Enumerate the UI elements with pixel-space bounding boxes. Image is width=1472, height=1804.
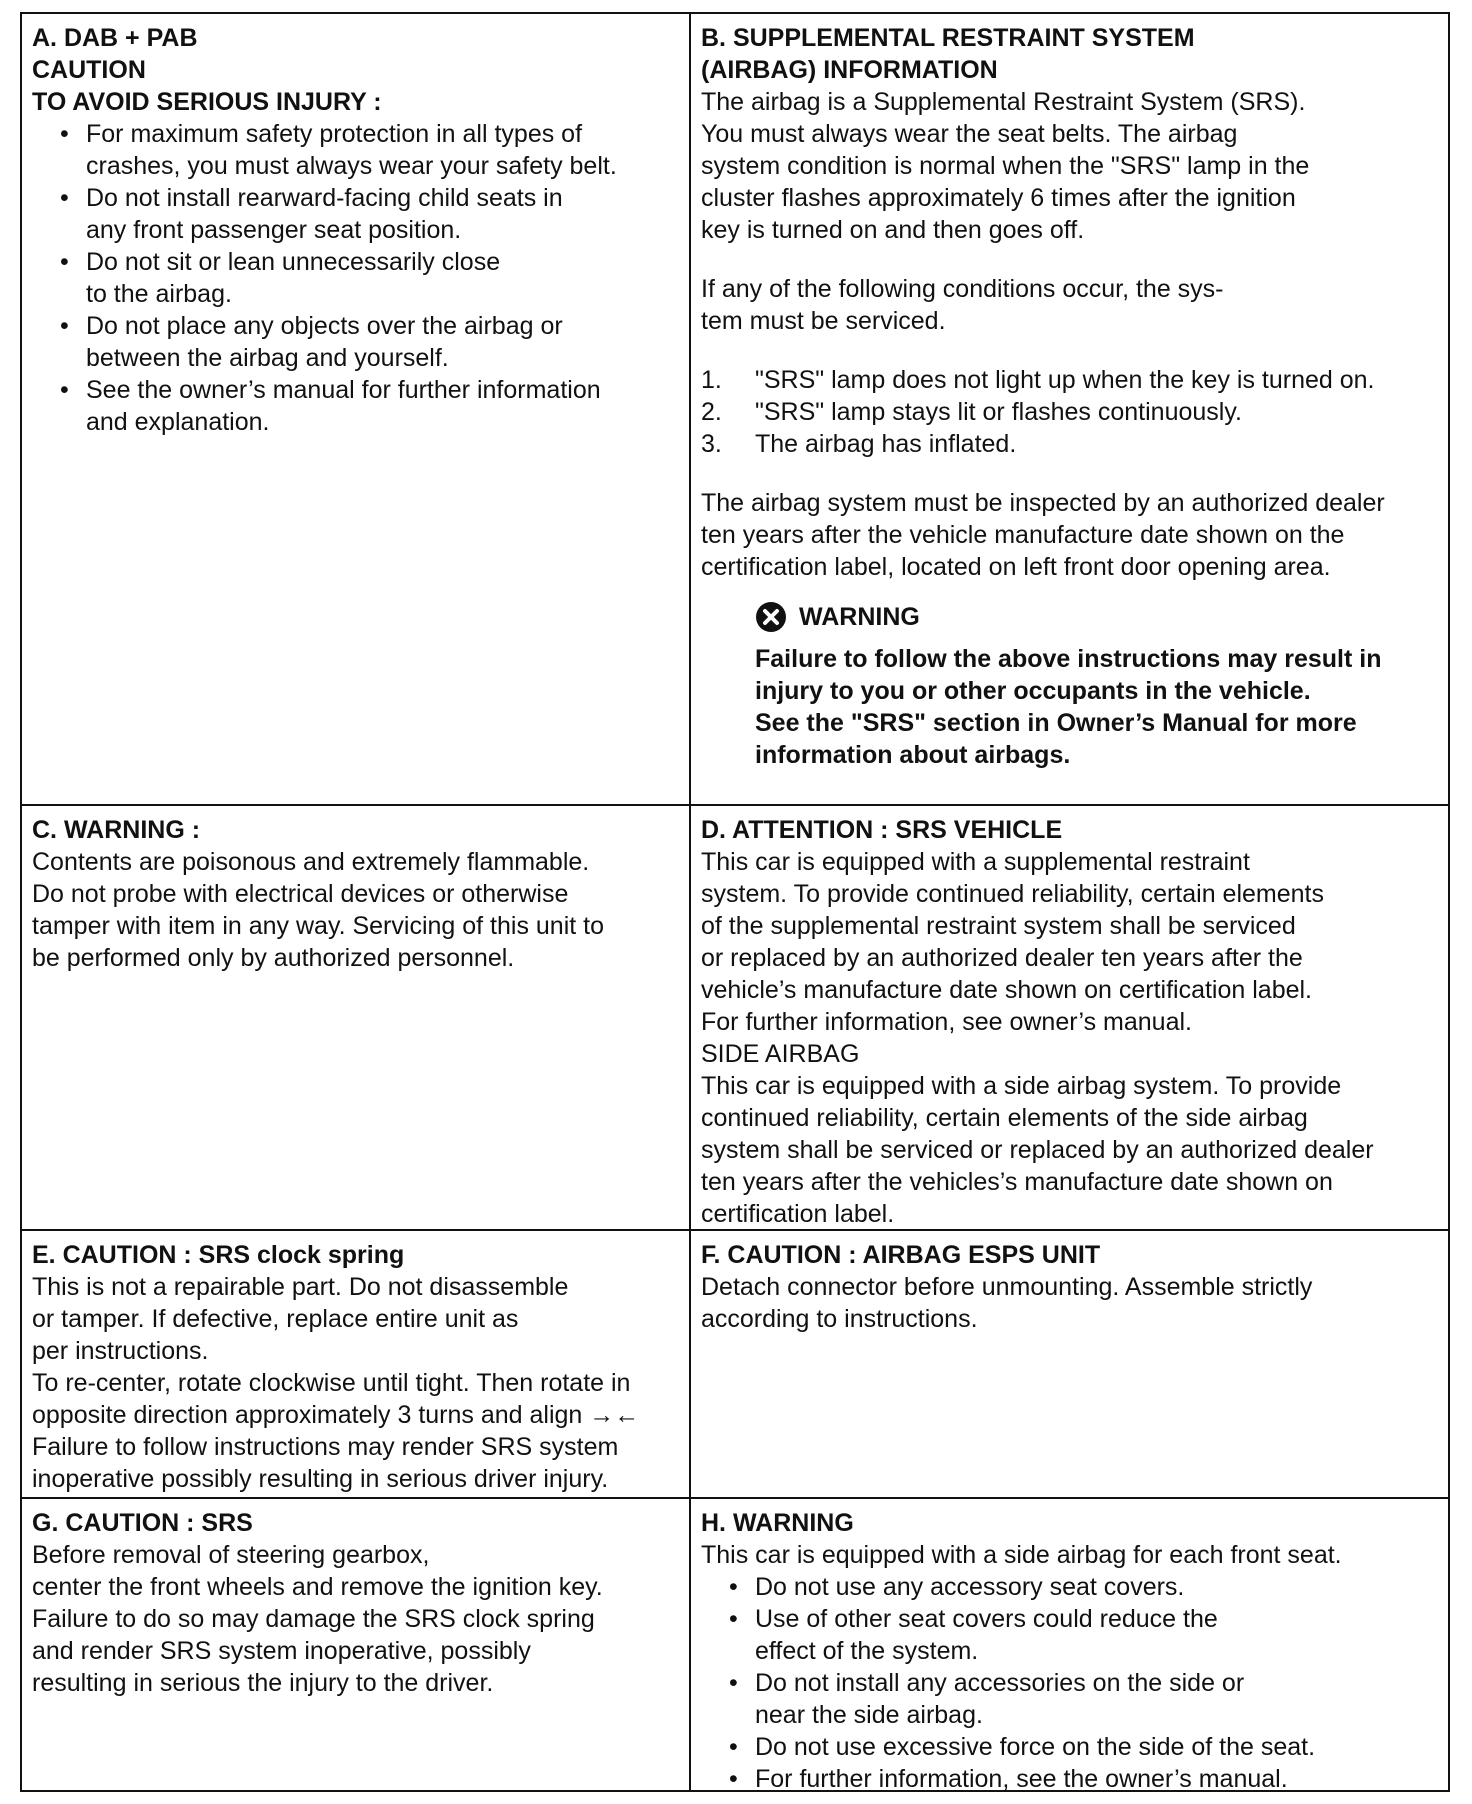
- list-item: • Do not use any accessory seat covers.: [729, 1573, 1185, 1601]
- section-e-title: E. CAUTION : SRS clock spring: [32, 1241, 405, 1269]
- label-sheet: [20, 12, 1450, 1792]
- list-item: 2. "SRS" lamp stays lit or flashes continuously.: [701, 398, 1242, 426]
- section-b-title-2: (AIRBAG) INFORMATION: [701, 56, 998, 84]
- list-item: 1. "SRS" lamp does not light up when the key is turned on.: [701, 366, 1375, 394]
- side-airbag-heading: SIDE AIRBAG: [701, 1040, 860, 1068]
- section-g: G. CAUTION : SRS Before removal of steering gearbox, center the front wheels and remove the ignition key. Failure to do so may damage the SRS clock spring and render SRS system inoperative, possibly resulting in serious the injury to the driver.: [22, 1499, 691, 1790]
- bullet-icon: •: [60, 248, 69, 276]
- x-circle-icon: [755, 601, 787, 633]
- section-h-title: H. WARNING: [701, 1509, 854, 1537]
- section-h-bullets: [701, 1571, 1438, 1790]
- list-item: • Use of other seat covers could reduce the effect of the system.: [729, 1605, 1218, 1665]
- section-e: E. CAUTION : SRS clock spring This is not a repairable part. Do not disassemble or tamper. If defective, replace entire unit as per instructions. To re-center, rotate clockwise until tight. Then rotate in opposite direction approximately 3 turns and align →← Failure to follow instructions may render SRS system inoperative possibly resulting in serious driver injury.: [22, 1231, 691, 1499]
- section-g-title: G. CAUTION : SRS: [32, 1509, 253, 1537]
- bullet-icon: •: [60, 184, 69, 212]
- section-b-para3: The airbag system must be inspected by an authorized dealer ten years after the vehicle manufacture date shown on the certification label, located on left front door opening area.: [701, 489, 1385, 581]
- list-item: • Do not place any objects over the airbag or between the airbag and yourself.: [60, 312, 563, 372]
- section-a-bullets: [32, 118, 679, 438]
- bullet-icon: •: [729, 1765, 738, 1790]
- warning-text: Failure to follow the above instructions may result in injury to you or other occupants in the vehicle. See the "SRS" section in Owner’s Manual for more information about airbags.: [755, 645, 1382, 769]
- section-b-para2: If any of the following conditions occur, the sys- tem must be serviced.: [701, 275, 1224, 335]
- bullet-icon: •: [729, 1669, 738, 1697]
- list-item: • Do not use excessive force on the side of the seat.: [729, 1733, 1316, 1761]
- section-d-title: D. ATTENTION : SRS VEHICLE: [701, 816, 1063, 844]
- bullet-icon: •: [60, 312, 69, 340]
- list-item: • Do not sit or lean unnecessarily close to the airbag.: [60, 248, 501, 308]
- section-a: [22, 14, 691, 806]
- bullet-icon: •: [729, 1605, 738, 1633]
- section-b: [691, 14, 1448, 806]
- section-a-caution: CAUTION: [32, 56, 146, 84]
- section-d: D. ATTENTION : SRS VEHICLE This car is equipped with a supplemental restraint system. To provide continued reliability, certain elements of the supplemental restraint system shall be serviced or replaced by an authorized dealer ten years after the vehicle’s manufacture date shown on certification label. For further information, see owner’s manual. SIDE AIRBAG This car is equipped with a side airbag system. To provide continued reliability, certain elements of the side airbag system shall be serviced or replaced by an authorized dealer ten years after the vehicles’s manufacture date shown on certification label.: [691, 806, 1448, 1231]
- bullet-icon: •: [60, 376, 69, 404]
- list-item: • Do not install any accessories on the side or near the side airbag.: [729, 1669, 1245, 1729]
- bullet-icon: •: [729, 1733, 738, 1761]
- section-b-para1: The airbag is a Supplemental Restraint System (SRS). You must always wear the seat belts. The airbag system condition is normal when the "SRS" lamp in the cluster flashes approximately 6 times after the ignition key is turned on and then goes off.: [701, 88, 1310, 244]
- list-item: • See the owner’s manual for further information and explanation.: [60, 376, 601, 436]
- list-item: 3. The airbag has inflated.: [701, 430, 1017, 458]
- bullet-icon: •: [60, 120, 69, 148]
- section-f-title: F. CAUTION : AIRBAG ESPS UNIT: [701, 1241, 1101, 1269]
- warning-block: [755, 601, 1438, 771]
- section-a-title: A. DAB + PAB: [32, 24, 198, 52]
- list-item: • Do not install rearward-facing child seats in any front passenger seat position.: [60, 184, 563, 244]
- bullet-icon: •: [729, 1573, 738, 1601]
- warning-label: WARNING: [799, 603, 920, 631]
- section-b-conditions: [701, 364, 1438, 460]
- section-h-intro: This car is equipped with a side airbag for each front seat.: [701, 1541, 1342, 1569]
- section-c: C. WARNING : Contents are poisonous and extremely flammable. Do not probe with electrical devices or otherwise tamper with item in any way. Servicing of this unit to be performed only by authorized personnel.: [22, 806, 691, 1231]
- section-h: [691, 1499, 1448, 1790]
- section-f: F. CAUTION : AIRBAG ESPS UNIT Detach connector before unmounting. Assemble strictly according to instructions.: [691, 1231, 1448, 1499]
- list-item: • For maximum safety protection in all types of crashes, you must always wear your safety belt.: [60, 120, 617, 180]
- section-b-title: B. SUPPLEMENTAL RESTRAINT SYSTEM: [701, 24, 1195, 52]
- list-item: • For further information, see the owner’s manual.: [725, 1763, 1438, 1790]
- section-c-title: C. WARNING :: [32, 816, 201, 844]
- section-a-subtitle: TO AVOID SERIOUS INJURY :: [32, 88, 382, 116]
